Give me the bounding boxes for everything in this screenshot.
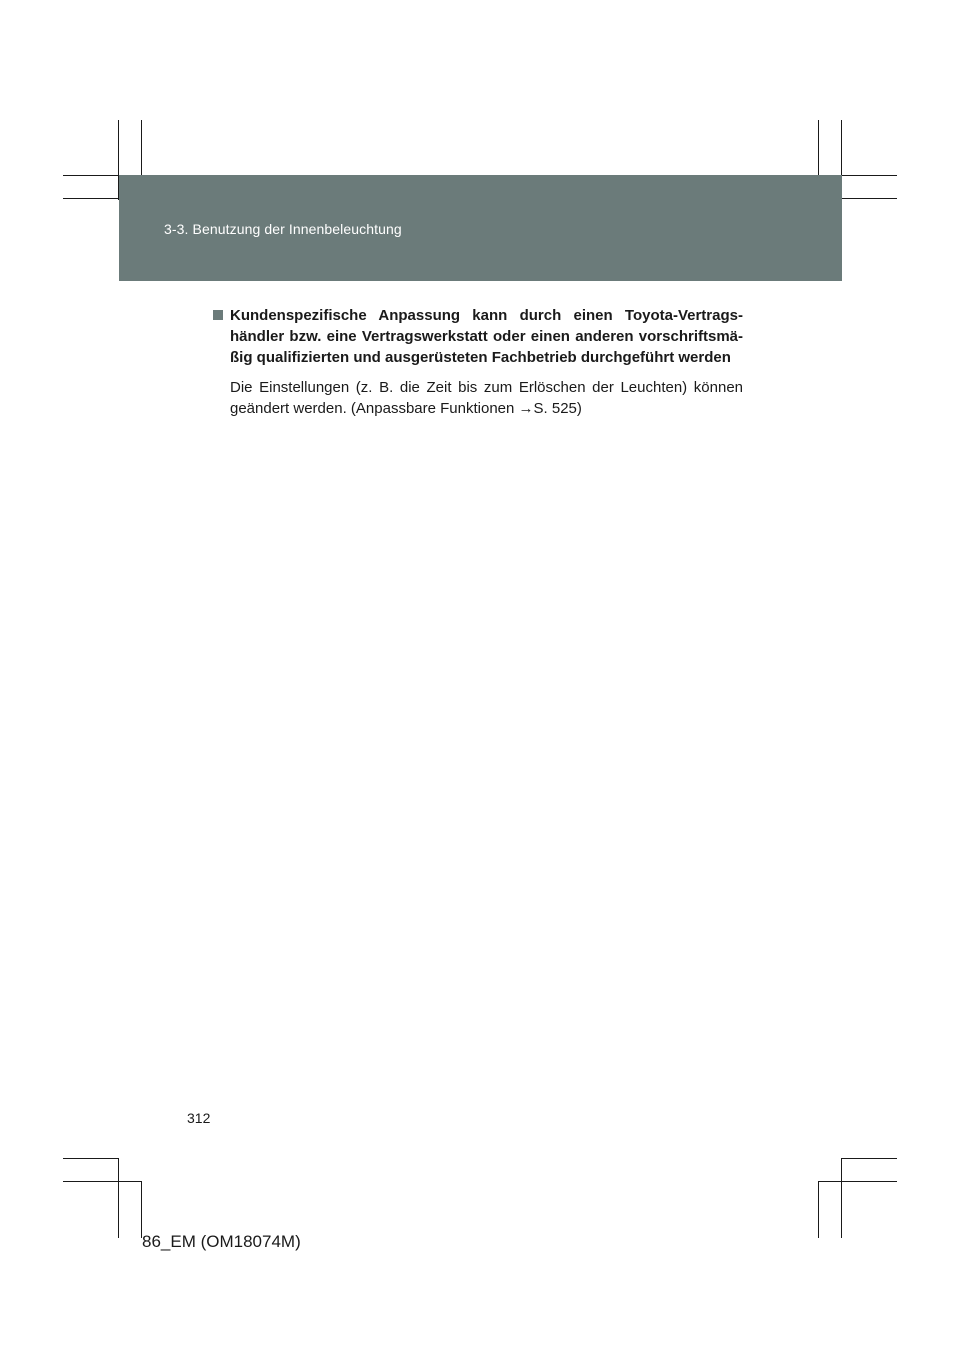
crop-mark-top-left-vertical-2 (141, 120, 142, 175)
crop-mark-bottom-left-horizontal-2 (63, 1181, 141, 1182)
crop-mark-top-left-horizontal-1 (63, 175, 119, 176)
crop-mark-top-right-horizontal-2 (842, 198, 897, 199)
crop-mark-top-right-horizontal-1 (842, 175, 897, 176)
body-paragraph (213, 377, 743, 419)
square-bullet-icon (213, 310, 223, 320)
crop-mark-bottom-right-horizontal-1 (842, 1158, 897, 1159)
page-number: 312 (187, 1110, 211, 1126)
crop-mark-top-left-horizontal-2 (63, 198, 119, 199)
page-reference: S. 525) (533, 400, 582, 417)
heading-text: Kundenspezifische Anpassung kann durch einen Toyota-Vertrags- händler bzw. eine Vertragswerkstatt oder einen anderen vorschriftsmä- ßig qualifizierten und ausgerüsteten Fachbetrieb durchgeführt werden (230, 307, 743, 366)
body-text: Die Einstellungen (z. B. die Zeit bis zum Erlöschen der Leuchten) können geändert werden. (Anpassbare Funktionen (230, 379, 743, 417)
crop-mark-bottom-right-vertical-2 (841, 1158, 842, 1238)
main-content (213, 305, 743, 419)
bullet-heading (213, 305, 743, 368)
crop-mark-bottom-right-vertical-1 (818, 1181, 819, 1238)
document-code: 86_EM (OM18074M) (142, 1232, 301, 1251)
crop-mark-bottom-left-vertical-2 (141, 1181, 142, 1238)
section-header-band (119, 175, 842, 281)
crop-mark-bottom-left-vertical-1 (118, 1158, 119, 1238)
crop-mark-bottom-left-horizontal-1 (63, 1158, 119, 1159)
arrow-icon: → (518, 400, 534, 417)
section-title: 3-3. Benutzung der Innenbeleuchtung (164, 221, 402, 237)
crop-mark-bottom-right-horizontal-2 (818, 1181, 897, 1182)
crop-mark-top-right-vertical-1 (818, 120, 819, 175)
